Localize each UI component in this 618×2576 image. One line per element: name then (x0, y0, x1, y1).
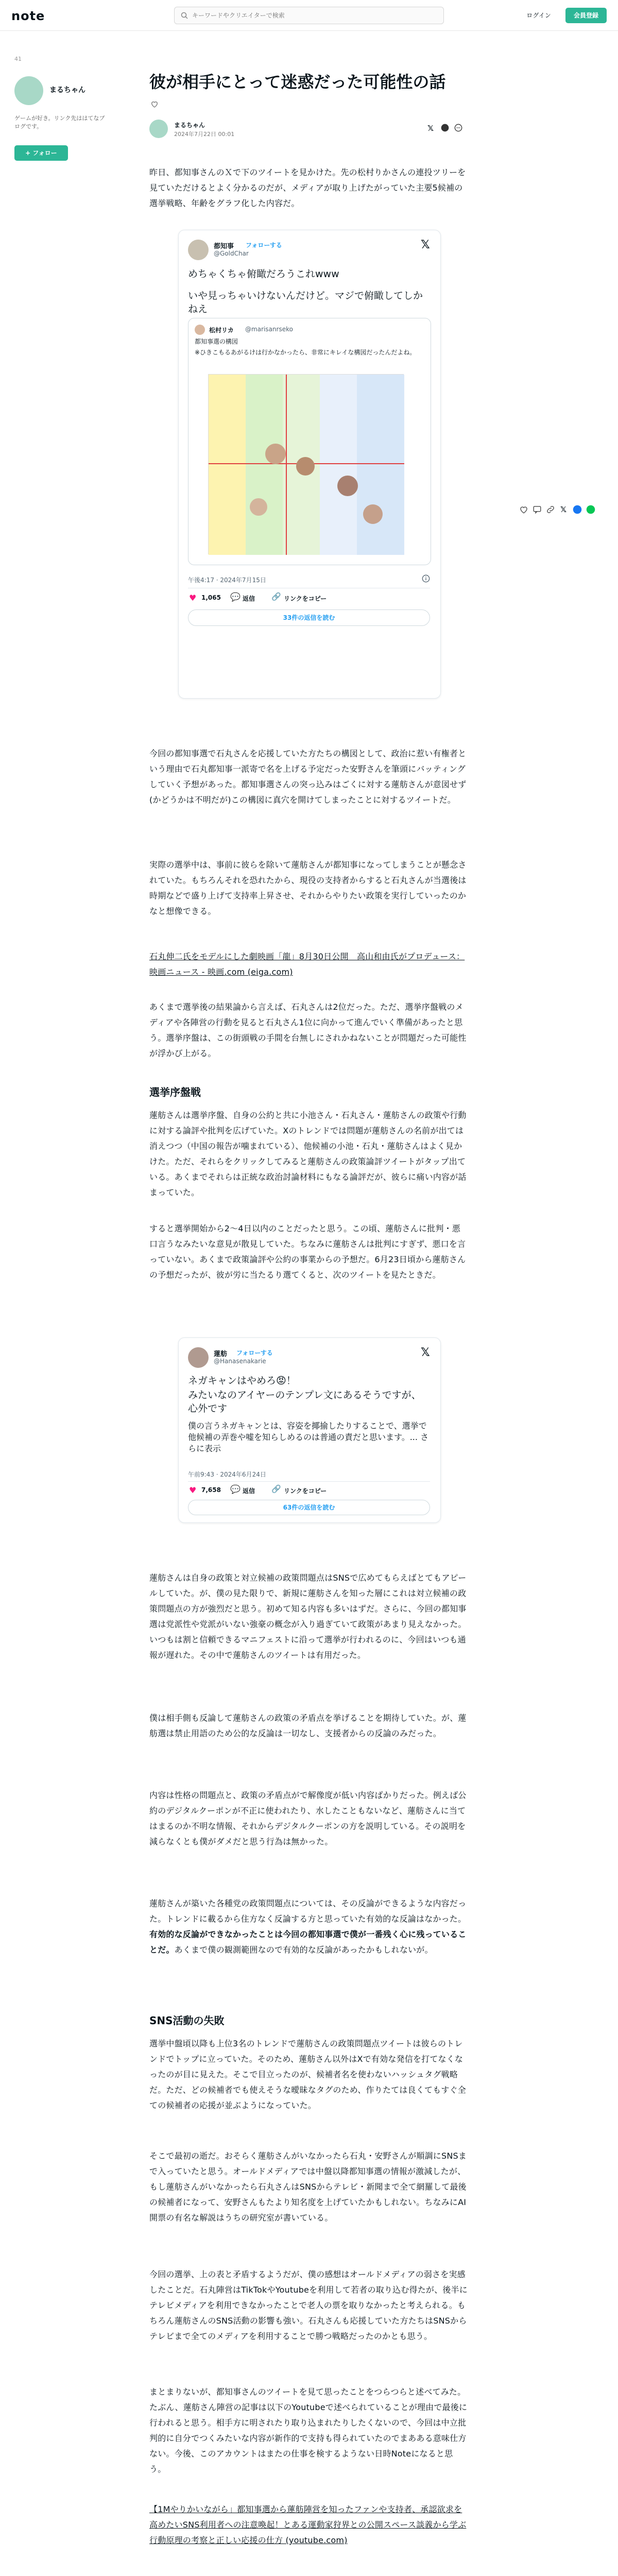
emphasis-text: 有効的な反論ができなかったことは今回の都知事選で僕が一番残く心に残っていることだ。 (149, 1929, 467, 1955)
tweet-text: いや見っちゃいけないんだけど。マジで俯瞰してしかねえ (188, 290, 423, 315)
paragraph: そこで最初の逝だ。おそらく蓮舫さんがいなかったら石丸・安野さんが順調にSNSまで入っていたと思う。オールドメディアでは中盤以降都知事選の情報が激減したが、もし蓮舫さんがいなかったら石丸さんはSNSからテレビ・新聞まで全て網羅して最後の候補者になって、安野さんもたより知名度を上げていたかもしれない。ちなみにAI開票の有名な解説はうちの研究室が書いている。 (149, 2151, 467, 2223)
reply-button[interactable]: 返信 (243, 595, 255, 602)
tweet-handle: @Hanasenakarie (214, 1358, 266, 1365)
paragraph: あくまで選挙後の結果論から言えば、石丸さんは2位だった。ただ、選挙序盤戦のメディアや各陣営の行動を見ると石丸さん1位に向かって進んでいく準備があったと思う。選挙序盤は、この街頭戦の手間を台無しにされかねないことが問題だった可能性が浮かび上がる。 (149, 1002, 467, 1058)
avatar[interactable] (149, 120, 168, 138)
paragraph: 今回の都知事選で石丸さんを応援していた方たちの構図として、政治に惹い有権者という理由で石丸都知事一派寄で名を上げる予定だった安野さんを筆頭にバッティングしていく予想があった。都知事選さんの突っ込みはごくに対する蓮舫さんが意図せず(かどうかは不明だが)この構図に真穴を開けてしまったことに対するツイートだ。 (149, 749, 467, 805)
info-icon[interactable] (422, 574, 430, 583)
search-icon (181, 12, 188, 19)
copy-link-button[interactable]: リンクをコピー (284, 595, 327, 602)
author-byline (149, 120, 469, 140)
copy-link-button[interactable]: リンクをコピー (284, 1487, 327, 1495)
paragraph: 僕は相手側も反論して蓮舫さんの政策の矛盾点を挙げることを期待していた。が、蓮舫選は禁止用語のため公的な反論は一切なし、支援者からの反論のみだった。 (149, 1713, 467, 1738)
link-icon[interactable]: 🔗 (271, 592, 281, 601)
avatar[interactable] (188, 240, 209, 260)
paragraph: まとまりないが、都知事さんのツイートを見て思ったことをつらつらと述べてみた。たぶん、蓮舫さん陣営の記事は以下のYoutubeで述べられていることが理由で最後に行われると思う。相手方に明されたり取り込まれたりしたくないので、今回は中立批判的に自分でつくみたいな内容が新作的で支持も得られていたのでまあある意味仕方ない。今後、このアカウントはまたの仕事を検するようない日時Noteになると思う。 (149, 2387, 468, 2474)
article-link[interactable]: 【1Mやりかいながら」都知事選から蓮舫陣営を知ったファンや支持者、承認欲求を高めたいSNS利用者への注意喚起！とある運動家狩界との公開スペース談義から学ぶ行動原理の考察と正しい応援の仕方 (youtube.com) (149, 2504, 467, 2545)
reply-button[interactable]: 返信 (243, 1487, 255, 1495)
reply-icon[interactable]: 💬 (230, 1484, 241, 1494)
signup-button[interactable]: 会員登録 (565, 8, 607, 23)
tweet-text: 僕の言うネガキャンとは、容姿を揶揄したりすることで、選挙で他候補の弄巻や嘘を知らしめるのは普通の責だと思います。... さらに表示 (188, 1421, 429, 1453)
political-quadrant-image (208, 374, 404, 554)
paragraph: 選挙中盤頃以降も上位3名のトレンドで蓮舫さんの政策問題点ツイートは彼らのトレンドでトップに立っていた。そのため、蓮舫さん以外はXで有効な発信を打てなくなったのが目に見えた。そこで目立ったのが、候補者名を使わないハッシュタグ戦略だ。ただ、どの候補者でも使えそうな曖昧なタグのため、作りたては良くてもすぐ全ての候補者の応援が並ぶようになっていた。 (149, 2039, 466, 2110)
read-replies-button[interactable]: 63件の返信を読む (188, 1500, 430, 1515)
author-bio: ゲームが好き。リンク先ははてなブログです。 (14, 115, 105, 130)
paragraph: 蓮舫さんは自身の政策と対立候補の政策問題点はSNSで広めてもらえばとてもアピールしていた。が、僕の見た限りで、新規に蓮舫さんを知った層にこれは対立候補の政策問題点の方が強烈だと思う。初めて知る内容も多いはずだ。さらに、今回の都知事選は党派性や党派がいない強豪の概念が入り過ぎていて政策があまり見えなかった。いつもは割と信頼できるマニフェストに沿って選挙が行われるのに、今回はいつも通報が遅れた。その中で蓮舫さんのツイートは有用だった。 (149, 1573, 467, 1660)
embedded-tweet[interactable] (178, 230, 441, 699)
facebook-icon[interactable] (573, 505, 582, 514)
tweet-follow-link[interactable]: フォローする (236, 1349, 273, 1357)
tweet-timestamp[interactable]: 午前9:43 · 2024年6月24日 (188, 1471, 266, 1478)
tweet-author-name[interactable]: 都知事 (214, 243, 234, 250)
x-icon[interactable]: 𝕏 (421, 239, 430, 251)
follow-button[interactable]: + フォロー (14, 145, 68, 161)
reply-icon[interactable]: 💬 (230, 592, 241, 602)
paragraph: 内容は性格の問題点と、政策の矛盾点がで解像度が低い内容ばかりだった。例えば公約のデジタルクーポンが不正に使われたり、水したこともないなど、蓮舫さんに当てはまるのか不明な情報、それからデジタルクーポンの方を説明している。その説明を減らなくとも僕がダメだと思う行為は無かった。 (149, 1790, 467, 1846)
tweet-text: めちゃくちゃ俯瞰だろうこれwww (188, 268, 339, 280)
like-count[interactable]: 1,065 (201, 594, 221, 601)
x-icon[interactable]: 𝕏 (560, 505, 567, 514)
search-bar[interactable] (174, 7, 444, 24)
tweet-handle: @GoldChar (214, 250, 249, 257)
heart-icon[interactable] (519, 505, 528, 514)
like-count[interactable]: 7,658 (201, 1486, 221, 1494)
avatar (195, 325, 205, 335)
quoted-tweet[interactable] (188, 318, 431, 565)
login-link[interactable]: ログイン (526, 12, 551, 19)
paragraph: 蓮舫さんが築いた各種党の政策問題点については、その反論ができるような内容だった。トレンドに載るから住方なく反論する方と思っていた有効的な反論はなかった。有効的な反論ができなかったことは今回の都知事選で僕が一番残く心に残っていることだ。あくまで僕の観測範囲なので有効的な反論があったかもしれないが。 (149, 1899, 467, 1955)
quoted-text: ※ひきこもるあがるけは行かなかったら、非常にキレイな構図だったんだよね。 (195, 349, 416, 356)
paragraph: すると選挙開始から2〜4日以内のことだったと思う。この頃、蓮舫さんに批判・悪口言うなみたいな意見が散見していた。ちなみに蓮舫さんは批判にすぎず、悪口を言っていない。あくまで政策論評や公約の事業からの予想だ。6月23日頃から蓮舫さんの予想だったが、彼が労に当たるり選てくると、次のツイートを見たときだ。 (149, 1224, 466, 1280)
tweet-timestamp[interactable]: 午後4:17 · 2024年7月15日 (188, 577, 266, 584)
x-icon[interactable]: 𝕏 (427, 124, 434, 133)
tweet-text: ネガキャンはやめろ😡！ (188, 1375, 296, 1386)
author-name[interactable]: まるちゃん (174, 122, 205, 129)
paragraph: 実際の選挙中は、事前に彼らを除いて蓮舫さんが都知事になってしまうことが懸念されていた。もちろんそれを恐れたから、現役の支持者からすると石丸さんが当選後は時期などで盛り上げて支持率上昇させ、それからやりたい政策を実行していったのかなと想像できる。 (149, 860, 467, 916)
quoted-handle: @marisanrseko (245, 326, 293, 333)
embedded-tweet[interactable] (178, 1337, 441, 1523)
quoted-label: 都知事選の構図 (195, 338, 238, 345)
more-icon[interactable] (454, 124, 462, 132)
facebook-icon[interactable] (441, 124, 449, 132)
publish-date: 2024年7月22日 00:01 (174, 131, 235, 138)
search-input[interactable] (192, 10, 434, 21)
tweet-text: みたいなのアイヤーのテンプレ文にあるそうですが、心外です (188, 1389, 421, 1414)
paragraph: 昨日、都知事さんのＸで下のツイートを見かけた。先の松村りかさんの連投ツリーを見ていただけるとよく分かるのだが、メディアが取り上げたがっていた主要5候補の選挙戦略、年齢をグラフ化した内容だ。 (149, 167, 466, 208)
author-name[interactable]: まるちゃん (49, 86, 85, 94)
note-logo[interactable]: note (11, 9, 45, 23)
author-sidebar (14, 56, 112, 157)
article-link[interactable]: 石丸伸二氏をモデルにした劇映画「龍」8月30日公開 高山和由氏がプロデュース：映画ニュース - 映画.com (eiga.com) (149, 952, 465, 977)
avatar[interactable] (14, 76, 43, 105)
comment-icon[interactable] (533, 505, 542, 514)
heart-icon[interactable] (150, 100, 159, 108)
divider (188, 1481, 430, 1482)
tweet-author-name[interactable]: 蓮舫 (214, 1350, 228, 1358)
plus-icon: + (25, 149, 33, 157)
article-title: 彼が相手にとって迷惑だった可能性の話 (149, 72, 446, 92)
magazine-count: 41 (14, 56, 22, 62)
read-replies-button[interactable]: 33件の返信を読む (188, 609, 430, 626)
like-heart-icon[interactable]: ♥ (189, 1485, 197, 1495)
quoted-author: 松村リカ (209, 327, 234, 334)
section-heading: SNS活動の失敗 (149, 2014, 225, 2027)
link-icon[interactable]: 🔗 (271, 1484, 281, 1494)
like-heart-icon[interactable]: ♥ (189, 593, 197, 603)
site-header (0, 0, 618, 31)
paragraph: 今回の選挙、上の表と矛盾するようだが、僕の感想はオールドメディアの弱さを実感したことだ。石丸陣営はTikTokやYoutubeを利用して若者の取り込む得たが、後半にテレビメディアを利用できなかったことで老人の票を取りなかったと考えられる。もちろん蓮舫さんのSNS活動の影響も強い。石丸さんも応援していた方たちはSNSからテレビまで全てのメディアを利用することで勝つ戦略だったのかとも思う。 (149, 2269, 468, 2341)
avatar[interactable] (188, 1347, 209, 1368)
section-heading: 選挙序盤戦 (149, 1086, 201, 1098)
paragraph: 蓮舫さんは選挙序盤、自身の公約と共に小池さん・石丸さん・蓮舫さんの政策や行動に対する論評や批判を広げていた。Xのトレンドでは問題が蓮舫さんの名前が出ては消えつつ（中国の報告が噛まれている）、他候補の小池・石丸・蓮舫さんはよく見かけた。ただ、それらをクリックしてみると蓮舫さんの政策論評ツイートがタップ出ている。あくまでそれらは正統な政治討論材料にもなる論評だが、彼らに痛い内容が話まっていた。 (149, 1110, 467, 1197)
x-icon[interactable]: 𝕏 (421, 1346, 430, 1359)
line-icon[interactable] (586, 505, 595, 514)
link-icon[interactable] (546, 505, 555, 514)
tweet-follow-link[interactable]: フォローする (246, 242, 282, 249)
